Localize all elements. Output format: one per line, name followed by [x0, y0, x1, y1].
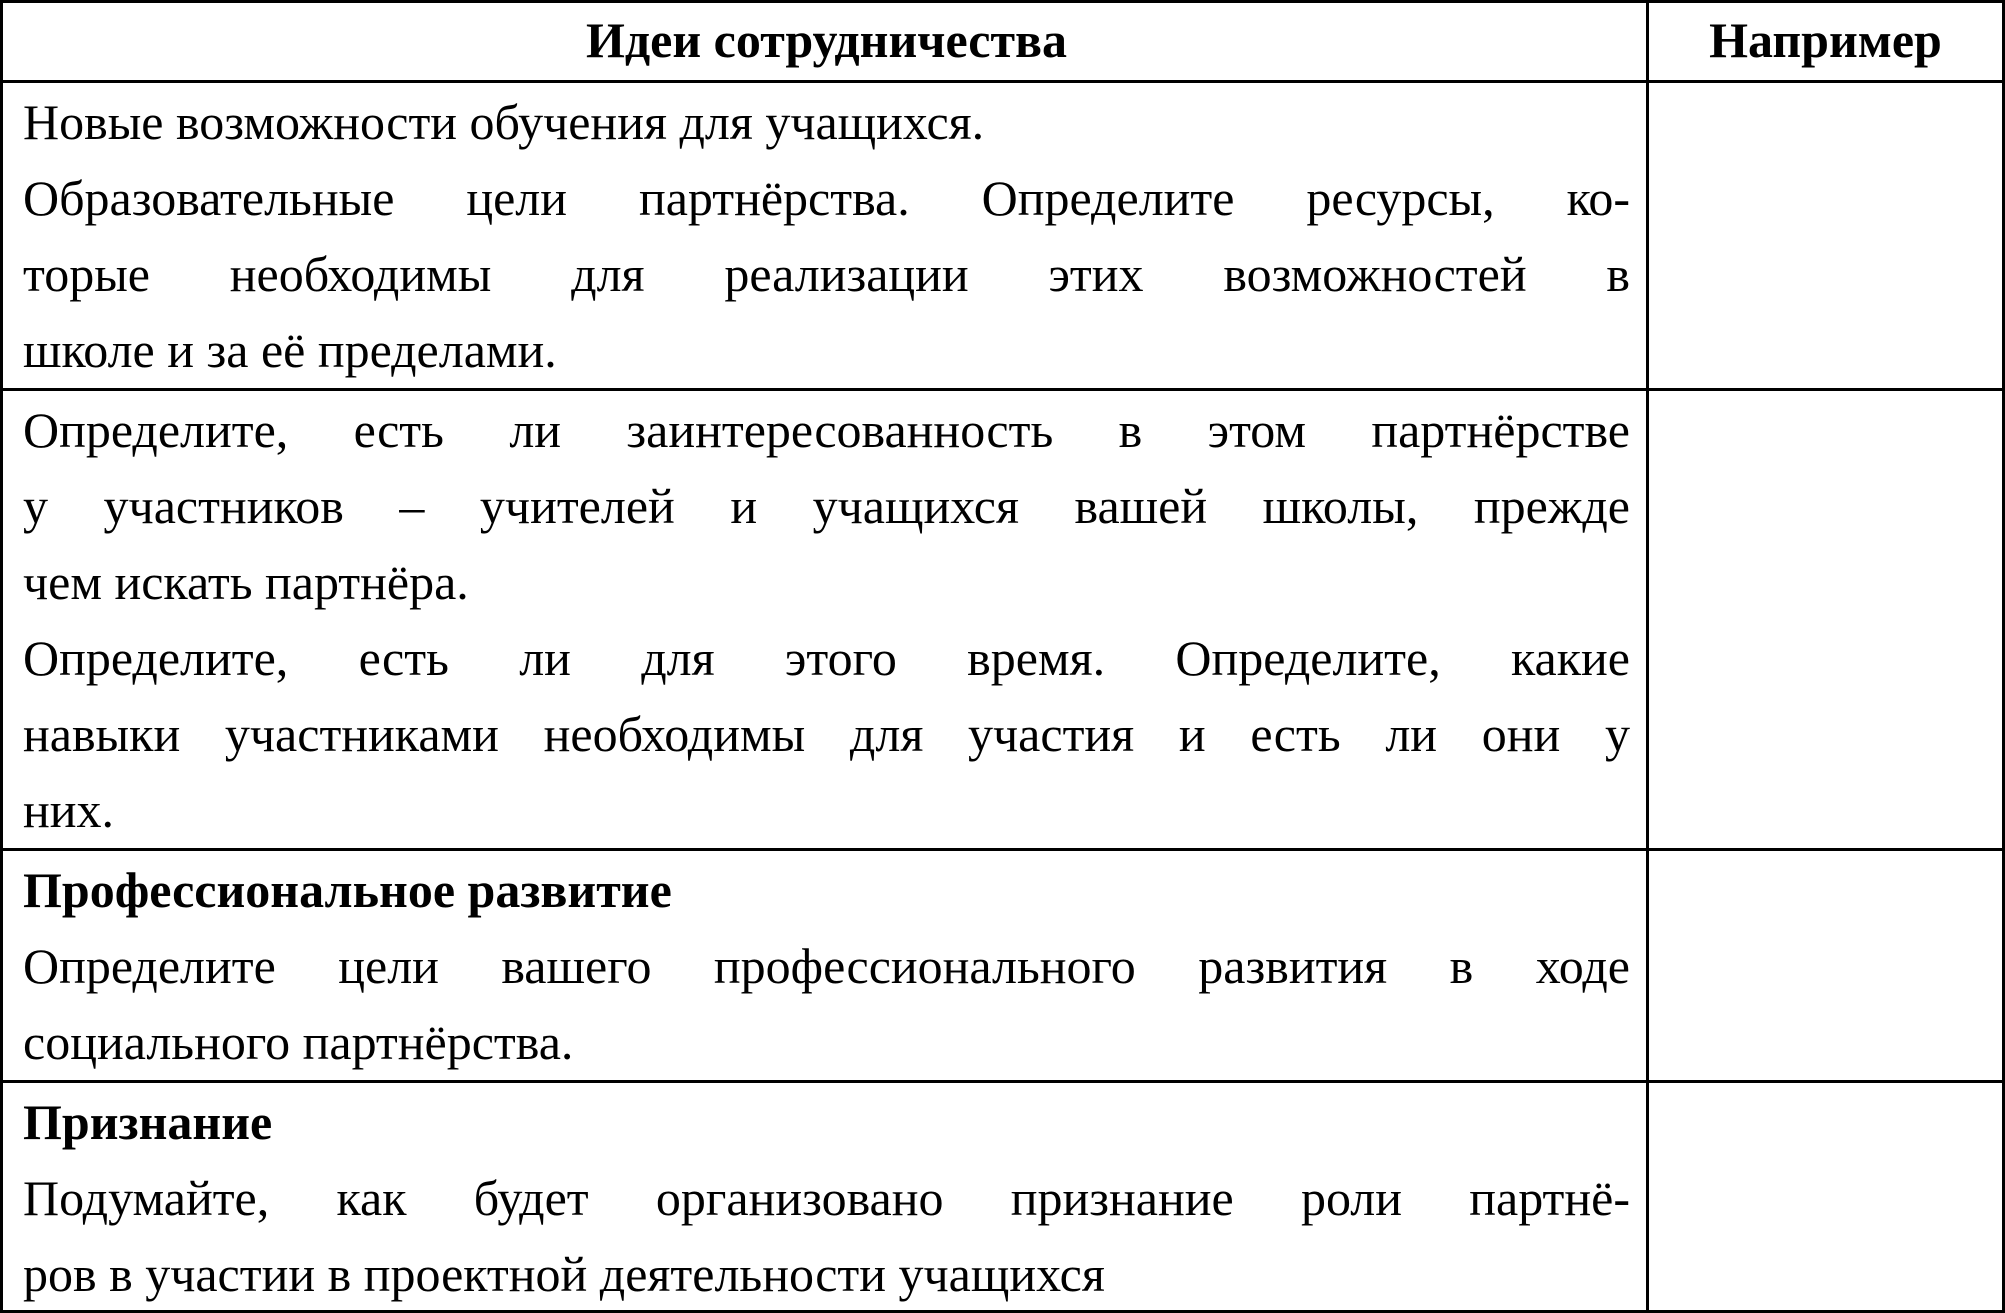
idea-text-line: Новые возможности обучения для учащихся.	[23, 94, 985, 150]
ideas-cell	[3, 83, 1649, 388]
header-example: Например	[1709, 12, 1942, 68]
table-header-row	[3, 3, 2002, 80]
idea-text-line: школе и за её пределами.	[23, 322, 557, 378]
idea-text-line: Определите, есть ли заинтересованность в этом партнёрстве	[23, 402, 1630, 458]
example-cell	[1649, 83, 2002, 388]
idea-text-line: социального партнёрства.	[23, 1014, 574, 1070]
idea-text-line: навыки участниками необходимы для участия и есть ли они у	[23, 706, 1630, 762]
header-ideas: Идеи сотрудничества	[3, 3, 1649, 80]
idea-text-line: Определите цели вашего профессионального развития в ходе	[23, 938, 1630, 994]
table-row	[3, 388, 2002, 848]
example-cell	[1649, 391, 2002, 848]
ideas-cell	[3, 1083, 1649, 1312]
table-row	[3, 80, 2002, 388]
idea-text-line: Подумайте, как будет организовано признание роли партнё-	[23, 1170, 1630, 1226]
idea-text-line: чем искать партнёра.	[23, 554, 469, 610]
idea-title-line: Профессиональное развитие	[23, 862, 672, 918]
table-row	[3, 848, 2002, 1080]
example-cell	[1649, 851, 2002, 1080]
table-row	[3, 1080, 2002, 1312]
idea-text-line: ров в участии в проектной деятельности учащихся	[23, 1246, 1105, 1302]
idea-text-line: Образовательные цели партнёрства. Определите ресурсы, ко-	[23, 170, 1630, 226]
idea-text-line: у участников – учителей и учащихся вашей школы, прежде	[23, 478, 1630, 534]
idea-text-line: них.	[23, 782, 115, 838]
idea-text-line: торые необходимы для реализации этих возможностей в	[23, 246, 1630, 302]
idea-title-line: Признание	[23, 1094, 273, 1150]
example-cell	[1649, 1083, 2002, 1312]
ideas-cell	[3, 851, 1649, 1080]
ideas-cell	[3, 391, 1649, 848]
idea-text-line: Определите, есть ли для этого время. Определите, какие	[23, 630, 1630, 686]
